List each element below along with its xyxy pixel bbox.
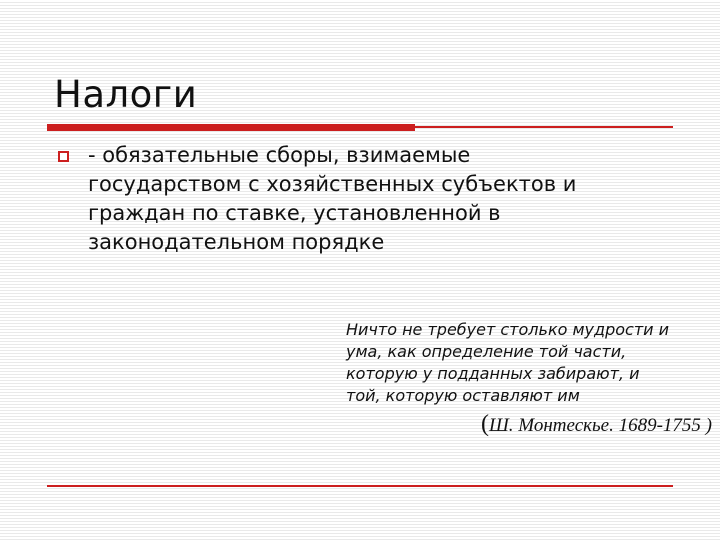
quote-close-paren: ) [705, 415, 712, 436]
quote-author-name: Ш. Монтескье. 1689-1755 [488, 415, 701, 436]
quote-text: Ничто не требует столько мудрости и ума, как определение той части, которую у подданных забирают, и той, которую оставляют им [346, 320, 670, 405]
slide-title: Налоги [54, 73, 198, 116]
quote-attribution [481, 411, 712, 439]
definition-bullet-text: - обязательные сборы, взимаемые государством с хозяйственных субъектов и граждан по ставке, установленной в законодательном порядке [88, 143, 577, 254]
title-underline-thick [47, 124, 415, 131]
title-underline-thin [415, 126, 673, 128]
hollow-square-bullet-icon [58, 151, 69, 162]
quote-open-paren: ( [480, 411, 489, 437]
footer-divider [47, 485, 673, 487]
